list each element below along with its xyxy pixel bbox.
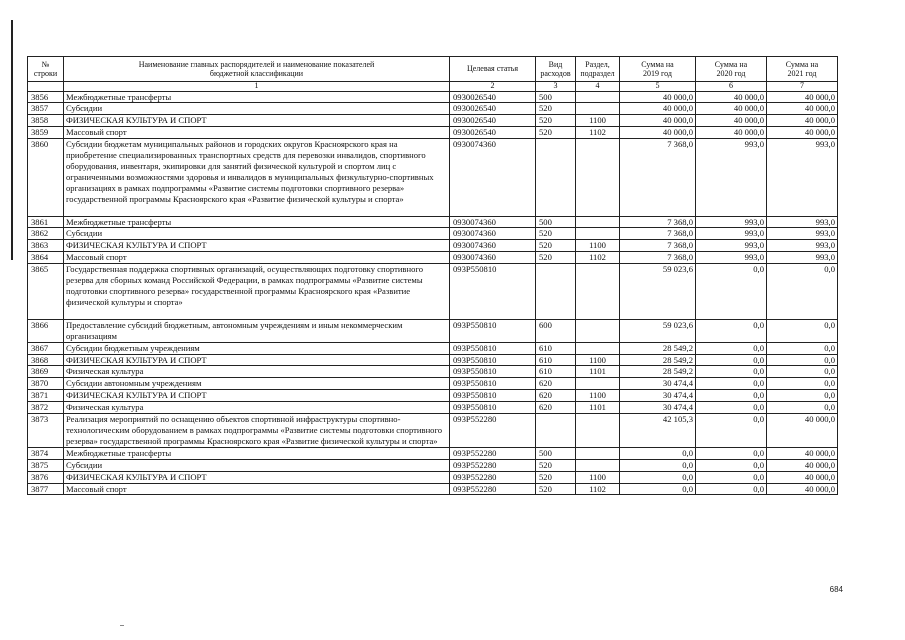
expense-type-cell: 600	[536, 319, 576, 342]
target-article-cell: 093P550810	[450, 366, 536, 378]
sum-2020-cell: 0,0	[696, 366, 767, 378]
sum-2020-cell: 993,0	[696, 139, 767, 216]
row-number-cell: 3873	[28, 414, 64, 448]
row-number-cell: 3872	[28, 402, 64, 414]
index-cell: 5	[620, 82, 696, 92]
sum-2019-cell: 42 105,3	[620, 414, 696, 448]
row-number-cell: 3863	[28, 240, 64, 252]
expense-type-cell: 500	[536, 216, 576, 228]
section-cell	[576, 91, 620, 103]
header-name: Наименование главных распорядителей и наименование показателей бюджетной классификации	[64, 57, 450, 82]
sum-2021-cell: 40 000,0	[767, 103, 838, 115]
section-cell: 1102	[576, 252, 620, 264]
target-article-cell: 093P552280	[450, 459, 536, 471]
sum-2020-cell: 0,0	[696, 402, 767, 414]
sum-2020-cell: 0,0	[696, 354, 767, 366]
sum-2021-cell: 0,0	[767, 366, 838, 378]
table-row	[28, 91, 838, 103]
sum-2019-cell: 30 474,4	[620, 378, 696, 390]
table-row	[28, 483, 838, 495]
sum-2021-cell: 40 000,0	[767, 127, 838, 139]
header-row	[28, 57, 838, 82]
sum-2021-cell: 993,0	[767, 228, 838, 240]
left-margin-rule	[11, 20, 13, 260]
header-section: Раздел, подраздел	[576, 57, 620, 82]
sum-2019-cell: 40 000,0	[620, 103, 696, 115]
section-cell	[576, 378, 620, 390]
sum-2020-cell: 40 000,0	[696, 115, 767, 127]
target-article-cell: 093P552280	[450, 471, 536, 483]
sum-2019-cell: 7 368,0	[620, 216, 696, 228]
expense-type-cell: 610	[536, 366, 576, 378]
header-expense-type: Вид расходов	[536, 57, 576, 82]
row-name-cell: Государственная поддержка спортивных организаций, осуществляющих подготовку спортивного резерва для сборных команд Российской Федерации, в рамках подпрограммы «Развитие системы подготовки спортивного резерва» государственной программы Красноярского края «Развитие физической культуры и спорта»	[64, 264, 450, 320]
sum-2021-cell: 40 000,0	[767, 91, 838, 103]
header-sum-2020: Сумма на 2020 год	[696, 57, 767, 82]
section-cell: 1101	[576, 402, 620, 414]
table-row	[28, 103, 838, 115]
sum-2020-cell: 0,0	[696, 264, 767, 320]
expense-type-cell: 520	[536, 228, 576, 240]
index-cell: 6	[696, 82, 767, 92]
sum-2021-cell: 0,0	[767, 342, 838, 354]
expense-type-cell: 520	[536, 483, 576, 495]
row-number-cell: 3870	[28, 378, 64, 390]
section-cell	[576, 414, 620, 448]
sum-2019-cell: 30 474,4	[620, 390, 696, 402]
section-cell	[576, 103, 620, 115]
row-number-cell: 3867	[28, 342, 64, 354]
sum-2021-cell: 0,0	[767, 378, 838, 390]
sum-2021-cell: 0,0	[767, 264, 838, 320]
row-number-cell: 3875	[28, 459, 64, 471]
sum-2021-cell: 40 000,0	[767, 459, 838, 471]
sum-2021-cell: 993,0	[767, 252, 838, 264]
table-row	[28, 216, 838, 228]
scan-mark	[120, 625, 124, 626]
row-name-cell: ФИЗИЧЕСКАЯ КУЛЬТУРА И СПОРТ	[64, 115, 450, 127]
sum-2020-cell: 0,0	[696, 378, 767, 390]
sum-2020-cell: 993,0	[696, 240, 767, 252]
table-row	[28, 354, 838, 366]
expense-type-cell: 520	[536, 240, 576, 252]
sum-2021-cell: 993,0	[767, 216, 838, 228]
expense-type-cell: 520	[536, 103, 576, 115]
row-number-cell: 3865	[28, 264, 64, 320]
target-article-cell: 093P552280	[450, 447, 536, 459]
row-number-cell: 3859	[28, 127, 64, 139]
section-cell	[576, 447, 620, 459]
sum-2019-cell: 59 023,6	[620, 319, 696, 342]
sum-2020-cell: 0,0	[696, 471, 767, 483]
row-number-cell: 3864	[28, 252, 64, 264]
row-number-cell: 3856	[28, 91, 64, 103]
row-number-cell: 3857	[28, 103, 64, 115]
target-article-cell: 093P550810	[450, 378, 536, 390]
row-number-cell: 3862	[28, 228, 64, 240]
sum-2020-cell: 0,0	[696, 319, 767, 342]
sum-2021-cell: 40 000,0	[767, 115, 838, 127]
target-article-cell: 0930026540	[450, 127, 536, 139]
target-article-cell: 093P552280	[450, 483, 536, 495]
row-name-cell: Субсидии автономным учреждениям	[64, 378, 450, 390]
row-number-cell: 3868	[28, 354, 64, 366]
index-cell	[28, 82, 64, 92]
sum-2020-cell: 993,0	[696, 228, 767, 240]
index-cell: 3	[536, 82, 576, 92]
row-name-cell: Физическая культура	[64, 402, 450, 414]
sum-2019-cell: 28 549,2	[620, 354, 696, 366]
section-cell	[576, 342, 620, 354]
budget-table	[27, 56, 838, 495]
sum-2020-cell: 40 000,0	[696, 103, 767, 115]
sum-2020-cell: 0,0	[696, 342, 767, 354]
sum-2021-cell: 993,0	[767, 139, 838, 216]
section-cell: 1102	[576, 483, 620, 495]
target-article-cell: 093P550810	[450, 354, 536, 366]
table-body	[28, 91, 838, 495]
row-name-cell: ФИЗИЧЕСКАЯ КУЛЬТУРА И СПОРТ	[64, 471, 450, 483]
expense-type-cell: 500	[536, 447, 576, 459]
row-name-cell: Массовый спорт	[64, 252, 450, 264]
sum-2020-cell: 0,0	[696, 390, 767, 402]
row-number-cell: 3871	[28, 390, 64, 402]
expense-type-cell	[536, 264, 576, 320]
row-name-cell: Субсидии	[64, 459, 450, 471]
sum-2020-cell: 0,0	[696, 447, 767, 459]
section-cell: 1100	[576, 471, 620, 483]
section-cell: 1100	[576, 390, 620, 402]
budget-table-wrapper	[27, 56, 837, 495]
row-name-cell: Массовый спорт	[64, 127, 450, 139]
row-name-cell: Субсидии	[64, 228, 450, 240]
target-article-cell: 093P550810	[450, 264, 536, 320]
expense-type-cell: 620	[536, 390, 576, 402]
target-article-cell: 0930074360	[450, 228, 536, 240]
table-row	[28, 240, 838, 252]
row-name-cell: ФИЗИЧЕСКАЯ КУЛЬТУРА И СПОРТ	[64, 240, 450, 252]
row-name-cell: Субсидии	[64, 103, 450, 115]
row-name-cell: Реализация мероприятий по оснащению объектов спортивной инфраструктуры спортивно-технологическим оборудованием в рамках подпрограммы «Развитие системы подготовки спортивного резерва» государственной программы Красноярского края «Развитие физической культуры и спорта»	[64, 414, 450, 448]
sum-2019-cell: 0,0	[620, 459, 696, 471]
target-article-cell: 0930074360	[450, 216, 536, 228]
sum-2021-cell: 0,0	[767, 354, 838, 366]
row-name-cell: ФИЗИЧЕСКАЯ КУЛЬТУРА И СПОРТ	[64, 354, 450, 366]
sum-2019-cell: 28 549,2	[620, 366, 696, 378]
index-row	[28, 82, 838, 92]
index-cell: 2	[450, 82, 536, 92]
section-cell: 1100	[576, 354, 620, 366]
row-name-cell: Массовый спорт	[64, 483, 450, 495]
row-name-cell: Физическая культура	[64, 366, 450, 378]
expense-type-cell: 620	[536, 402, 576, 414]
expense-type-cell	[536, 139, 576, 216]
table-row	[28, 378, 838, 390]
sum-2021-cell: 0,0	[767, 390, 838, 402]
table-row	[28, 319, 838, 342]
sum-2021-cell: 0,0	[767, 402, 838, 414]
target-article-cell: 093P550810	[450, 319, 536, 342]
table-row	[28, 459, 838, 471]
sum-2020-cell: 0,0	[696, 414, 767, 448]
row-number-cell: 3869	[28, 366, 64, 378]
expense-type-cell: 520	[536, 459, 576, 471]
sum-2019-cell: 0,0	[620, 471, 696, 483]
table-row	[28, 139, 838, 216]
section-cell	[576, 319, 620, 342]
sum-2019-cell: 0,0	[620, 447, 696, 459]
sum-2020-cell: 993,0	[696, 216, 767, 228]
row-name-cell: ФИЗИЧЕСКАЯ КУЛЬТУРА И СПОРТ	[64, 390, 450, 402]
section-cell: 1100	[576, 115, 620, 127]
target-article-cell: 093P550810	[450, 402, 536, 414]
row-number-cell: 3874	[28, 447, 64, 459]
row-name-cell: Предоставление субсидий бюджетным, автономным учреждениям и иным некоммерческим организациям	[64, 319, 450, 342]
sum-2021-cell: 40 000,0	[767, 483, 838, 495]
expense-type-cell: 520	[536, 115, 576, 127]
section-cell	[576, 459, 620, 471]
table-row	[28, 342, 838, 354]
header-sum-2021: Сумма на 2021 год	[767, 57, 838, 82]
table-row	[28, 366, 838, 378]
sum-2019-cell: 28 549,2	[620, 342, 696, 354]
expense-type-cell: 520	[536, 252, 576, 264]
section-cell	[576, 216, 620, 228]
table-row	[28, 264, 838, 320]
row-name-cell: Межбюджетные трансферты	[64, 91, 450, 103]
row-number-cell: 3866	[28, 319, 64, 342]
target-article-cell: 0930074360	[450, 139, 536, 216]
sum-2019-cell: 59 023,6	[620, 264, 696, 320]
index-cell: 7	[767, 82, 838, 92]
expense-type-cell: 610	[536, 354, 576, 366]
section-cell: 1100	[576, 240, 620, 252]
target-article-cell: 0930074360	[450, 240, 536, 252]
expense-type-cell: 520	[536, 471, 576, 483]
sum-2019-cell: 30 474,4	[620, 402, 696, 414]
sum-2019-cell: 40 000,0	[620, 91, 696, 103]
sum-2021-cell: 40 000,0	[767, 471, 838, 483]
row-name-cell: Межбюджетные трансферты	[64, 447, 450, 459]
expense-type-cell: 620	[536, 378, 576, 390]
table-row	[28, 252, 838, 264]
target-article-cell: 0930026540	[450, 115, 536, 127]
table-row	[28, 228, 838, 240]
section-cell	[576, 228, 620, 240]
target-article-cell: 0930026540	[450, 103, 536, 115]
expense-type-cell	[536, 414, 576, 448]
header-target-article: Целевая статья	[450, 57, 536, 82]
table-row	[28, 471, 838, 483]
row-number-cell: 3877	[28, 483, 64, 495]
target-article-cell: 093P552280	[450, 414, 536, 448]
section-cell: 1101	[576, 366, 620, 378]
sum-2020-cell: 40 000,0	[696, 91, 767, 103]
table-row	[28, 414, 838, 448]
sum-2019-cell: 7 368,0	[620, 252, 696, 264]
expense-type-cell: 610	[536, 342, 576, 354]
header-sum-2019: Сумма на 2019 год	[620, 57, 696, 82]
row-number-cell: 3858	[28, 115, 64, 127]
sum-2019-cell: 0,0	[620, 483, 696, 495]
expense-type-cell: 520	[536, 127, 576, 139]
sum-2021-cell: 40 000,0	[767, 447, 838, 459]
sum-2020-cell: 993,0	[696, 252, 767, 264]
sum-2021-cell: 0,0	[767, 319, 838, 342]
section-cell	[576, 264, 620, 320]
page-number: 684	[829, 585, 843, 594]
table-row	[28, 127, 838, 139]
target-article-cell: 093P550810	[450, 390, 536, 402]
row-number-cell: 3861	[28, 216, 64, 228]
row-name-cell: Субсидии бюджетам муниципальных районов и городских округов Красноярского края на приобретение специализированных транспортных средств для перевозки инвалидов, спортивного оборудования, инвентаря, экипировки для занятий физической культурой и спортом лиц с ограниченными возможностями здоровья и инвалидов в муниципальных физкультурно-спортивных организациях в рамках подпрограммы «Развитие системы подготовки спортивного резерва» государственной программы Красноярского края «Развитие физической культуры и спорта»	[64, 139, 450, 216]
row-name-cell: Межбюджетные трансферты	[64, 216, 450, 228]
row-number-cell: 3860	[28, 139, 64, 216]
target-article-cell: 0930026540	[450, 91, 536, 103]
row-name-cell: Субсидии бюджетным учреждениям	[64, 342, 450, 354]
table-row	[28, 390, 838, 402]
sum-2019-cell: 7 368,0	[620, 139, 696, 216]
index-cell: 4	[576, 82, 620, 92]
table-row	[28, 115, 838, 127]
target-article-cell: 093P550810	[450, 342, 536, 354]
sum-2019-cell: 7 368,0	[620, 228, 696, 240]
sum-2021-cell: 40 000,0	[767, 414, 838, 448]
table-row	[28, 402, 838, 414]
target-article-cell: 0930074360	[450, 252, 536, 264]
sum-2019-cell: 7 368,0	[620, 240, 696, 252]
section-cell: 1102	[576, 127, 620, 139]
sum-2019-cell: 40 000,0	[620, 127, 696, 139]
sum-2020-cell: 40 000,0	[696, 127, 767, 139]
section-cell	[576, 139, 620, 216]
sum-2021-cell: 993,0	[767, 240, 838, 252]
table-row	[28, 447, 838, 459]
header-row-number: № строки	[28, 57, 64, 82]
index-cell: 1	[64, 82, 450, 92]
row-number-cell: 3876	[28, 471, 64, 483]
expense-type-cell: 500	[536, 91, 576, 103]
sum-2020-cell: 0,0	[696, 483, 767, 495]
sum-2019-cell: 40 000,0	[620, 115, 696, 127]
sum-2020-cell: 0,0	[696, 459, 767, 471]
